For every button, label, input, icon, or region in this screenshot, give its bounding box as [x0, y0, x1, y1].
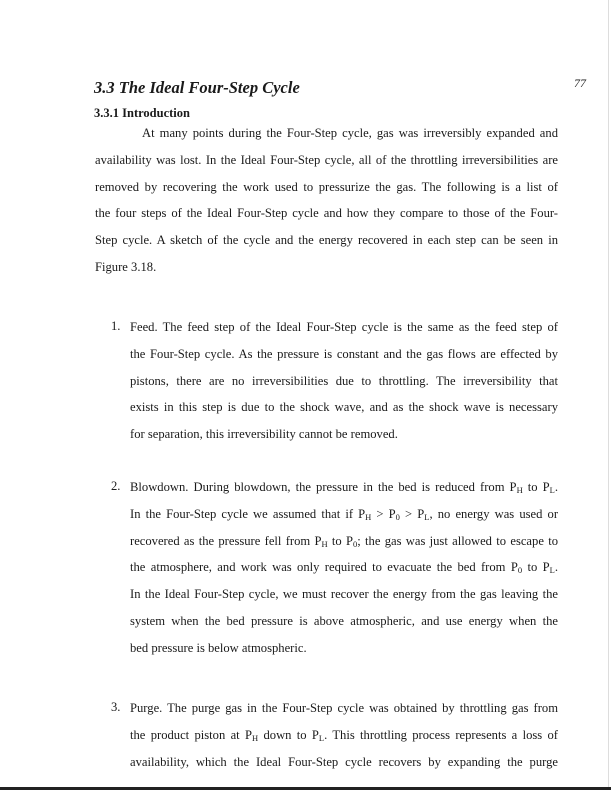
text-line: Step cycle. A sketch of the cycle and the energy recovered in each step can be seen in [95, 233, 558, 248]
text-line: pistons, there are no irreversibilities due to throttling. The irreversibility that [130, 373, 558, 388]
text-line: for separation, this irreversibility cannot be removed. [130, 427, 398, 442]
list-number: 2. [111, 479, 121, 493]
text-line: Purge. The purge gas in the Four-Step cycle was obtained by throttling gas from [130, 701, 558, 715]
text-line: the atmosphere, and work was only required to evacuate the bed from $P_0$ to $P_L$. [130, 560, 558, 576]
text-line: exists in this step is due to the shock wave, and as the shock wave is necessary [130, 400, 558, 415]
subscript: 0 [352, 538, 358, 549]
text-line: availability was lost. In the Ideal Four-Step cycle, all of the throttling irreversibilities are [95, 152, 558, 167]
text-line: recovered as the pressure fell from $P_H$ to $P_0$; the gas was just allowed to escape to [130, 533, 558, 549]
list-number: 3. [111, 700, 121, 714]
subscript: H [365, 511, 372, 522]
intro-paragraph [95, 125, 558, 286]
text-line: Figure 3.18. [95, 259, 157, 274]
text-line: In the Ideal Four-Step cycle, we must recover the energy from the gas leaving the [130, 587, 558, 602]
text-line: system when the bed pressure is above atmospheric, and use energy when the [130, 613, 558, 628]
subscript: L [318, 732, 325, 743]
list-item-feed [111, 319, 558, 453]
text-line: In the Four-Step cycle we assumed that if $P_H > P_0 > P_L$, no energy was used or [130, 506, 559, 522]
page-edge [608, 0, 609, 787]
text-line: availability, which the Ideal Four-Step cycle recovers by expanding the purge [130, 754, 558, 769]
subscript: 0 [517, 565, 523, 576]
page-number: 77 [574, 76, 586, 90]
text-line: the product piston at $P_H$ down to $P_L$. This throttling process represents a loss of [130, 727, 558, 743]
text-line: At many points during the Four-Step cycle, gas was irreversibly expanded and [142, 126, 558, 140]
subscript: 0 [395, 511, 400, 522]
section-title: 3.3 The Ideal Four-Step Cycle [94, 78, 300, 97]
list-number: 1. [111, 319, 121, 333]
subscript: H [252, 732, 259, 743]
list-item-blowdown [111, 479, 559, 667]
subsection-title: 3.3.1 Introduction [94, 106, 190, 120]
subscript: L [424, 511, 430, 522]
list-item-purge [111, 700, 558, 780]
subscript: L [549, 565, 555, 576]
text-line: removed by recovering the work used to pressurize the gas. The following is a list of [95, 179, 558, 194]
subscript: H [516, 485, 523, 495]
text-line: the Four-Step cycle. As the pressure is constant and the gas flows are effected by [130, 346, 558, 361]
text-line: Blowdown. During blowdown, the pressure in the bed is reduced from $P_H$ to $P_L$. [130, 480, 558, 495]
text-line: the four steps of the Ideal Four-Step cycle and how they compare to those of the Four- [95, 206, 558, 221]
text-line: bed pressure is below atmospheric. [130, 640, 307, 655]
subscript: L [549, 485, 555, 495]
text-line: Feed. The feed step of the Ideal Four-Step cycle is the same as the feed step of [130, 320, 558, 334]
subscript: H [321, 538, 328, 549]
